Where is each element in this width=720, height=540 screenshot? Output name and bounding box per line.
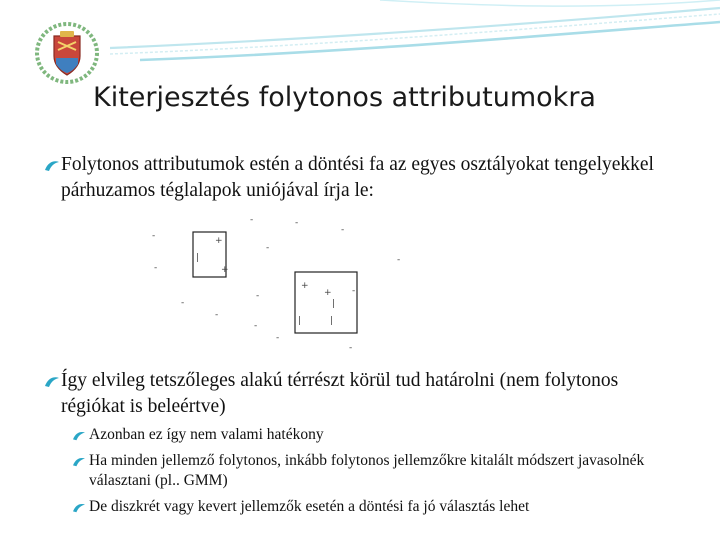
minus-mark: - [349,343,353,350]
plus-mark: + [215,236,223,246]
minus-mark: - [266,243,270,253]
tick-mark: | [330,316,334,326]
crest-logo-icon [34,22,100,84]
minus-mark: - [397,255,401,265]
minus-mark: - [250,215,254,225]
sub-bullet-2 [72,451,692,491]
sub-bullet-1 [72,425,692,445]
plus-mark: + [301,281,309,291]
plus-mark: + [221,265,229,275]
minus-mark: - [256,291,260,301]
minus-mark: - [254,321,258,331]
minus-mark: - [295,218,299,228]
bullet-swoosh-icon [72,425,86,449]
plus-mark: + [324,288,332,298]
bullet-swoosh-icon [44,152,60,180]
bullet-swoosh-icon [44,368,60,396]
bullet-swoosh-icon [72,451,86,475]
bullet-2-text: Így elvileg tetszőleges alakú térrészt körül tud határolni (nem folytonos régiókat is beleértve) [61,370,619,417]
bullet-1-text: Folytonos attributumok estén a döntési fa az egyes osztályokat tengelyekkel párhuzamos téglalapok uniójával írja le: [61,154,654,201]
sub-bullet-1-text: Azonban ez így nem valami hatékony [89,426,324,443]
decision-region-figure [140,210,440,350]
slide-title: Kiterjesztés folytonos attributumokra [93,82,596,113]
sub-bullet-3 [72,497,692,517]
tick-mark: | [332,299,336,309]
tick-mark: | [196,253,200,263]
bullet-2 [44,368,684,420]
header-decoration [0,0,720,80]
bullet-1 [44,152,684,204]
minus-mark: - [215,310,219,320]
minus-mark: - [276,333,280,343]
minus-mark: - [341,225,345,235]
sub-bullet-2-text: Ha minden jellemző folytonos, inkább folytonos jellemzőkre kitalált módszert javasolnék választani (pl.. GMM) [89,452,645,489]
minus-mark: - [154,263,158,273]
minus-mark: - [352,286,356,296]
bullet-swoosh-icon [72,497,86,521]
sub-bullet-3-text: De diszkrét vagy kevert jellemzők esetén a döntési fa jó választás lehet [89,498,530,515]
tick-mark: | [298,316,302,326]
minus-mark: - [181,298,185,308]
minus-mark: - [152,231,156,241]
